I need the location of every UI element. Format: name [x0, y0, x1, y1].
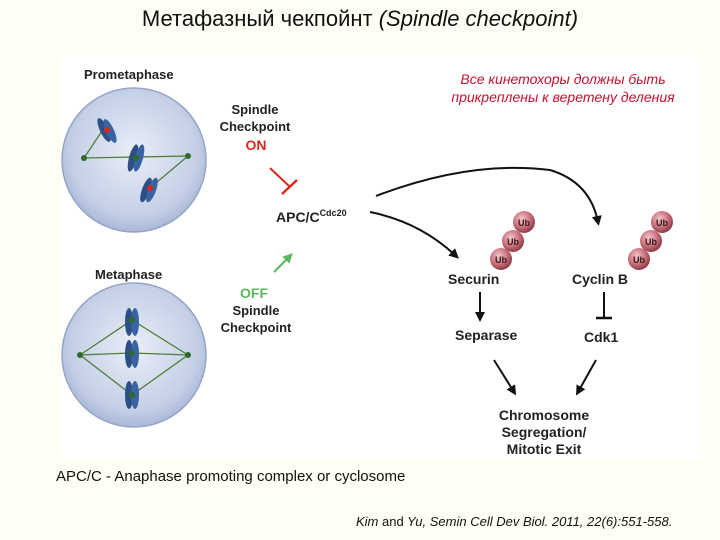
svg-text:Ub: Ub: [495, 255, 507, 265]
cyclin-inhibition-icon: [596, 292, 612, 318]
outcome-line1: Chromosome: [498, 407, 590, 423]
checkpoint-off-state: OFF: [240, 285, 268, 301]
checkpoint-on-line1: Spindle: [231, 102, 279, 117]
apc-to-securin-arrow: [370, 212, 456, 256]
checkpoint-on-state: ON: [245, 137, 267, 153]
cyclin-label: Cyclin B: [572, 271, 629, 287]
kinetochore-note: Все кинетохоры должны быть прикреплены к веретену деления: [451, 71, 675, 105]
prometaphase-cell: [62, 88, 206, 232]
svg-text:Ub: Ub: [633, 255, 645, 265]
metaphase-cell: [62, 283, 206, 427]
citation-authors: Kim: [356, 514, 379, 529]
inhibition-arrow-icon: [270, 168, 297, 194]
checkpoint-on-line2: Checkpoint: [219, 119, 291, 134]
citation-rest: Yu, Semin Cell Dev Biol. 2011, 22(6):551-558.: [407, 514, 673, 529]
metaphase-label: Metaphase: [95, 267, 163, 282]
outcome-line2: Segregation/: [501, 424, 587, 440]
cdk1-label: Cdk1: [584, 329, 619, 345]
securin-label: Securin: [448, 271, 500, 287]
svg-text:Ub: Ub: [507, 237, 519, 247]
cdk1-arrow: [578, 360, 596, 392]
separase-label: Separase: [455, 327, 518, 343]
citation: [356, 514, 672, 529]
citation-conj: and: [382, 514, 404, 529]
svg-text:Ub: Ub: [518, 218, 530, 228]
activation-arrow-icon: [274, 256, 290, 272]
ubiquitin-chain-securin: [490, 211, 535, 270]
checkpoint-off-line2: Checkpoint: [220, 320, 292, 335]
outcome-line3: Mitotic Exit: [506, 441, 582, 457]
svg-text:Ub: Ub: [645, 237, 657, 247]
apc-footnote: APC/C - Anaphase promoting complex or cyclosome: [56, 468, 406, 485]
checkpoint-off-line1: Spindle: [232, 303, 280, 318]
svg-text:Ub: Ub: [656, 218, 668, 228]
prometaphase-label: Prometaphase: [84, 67, 174, 82]
ubiquitin-chain-cyclin: [628, 211, 673, 270]
title-main: Метафазный чекпойнт: [141, 6, 373, 31]
apc-to-cyclin-arrow: [376, 168, 598, 222]
apc-label: APC/$C^{Cdc20}$: [276, 208, 347, 225]
title-sub: (Spindle checkpoint): [378, 6, 579, 31]
separase-arrow: [494, 360, 514, 392]
